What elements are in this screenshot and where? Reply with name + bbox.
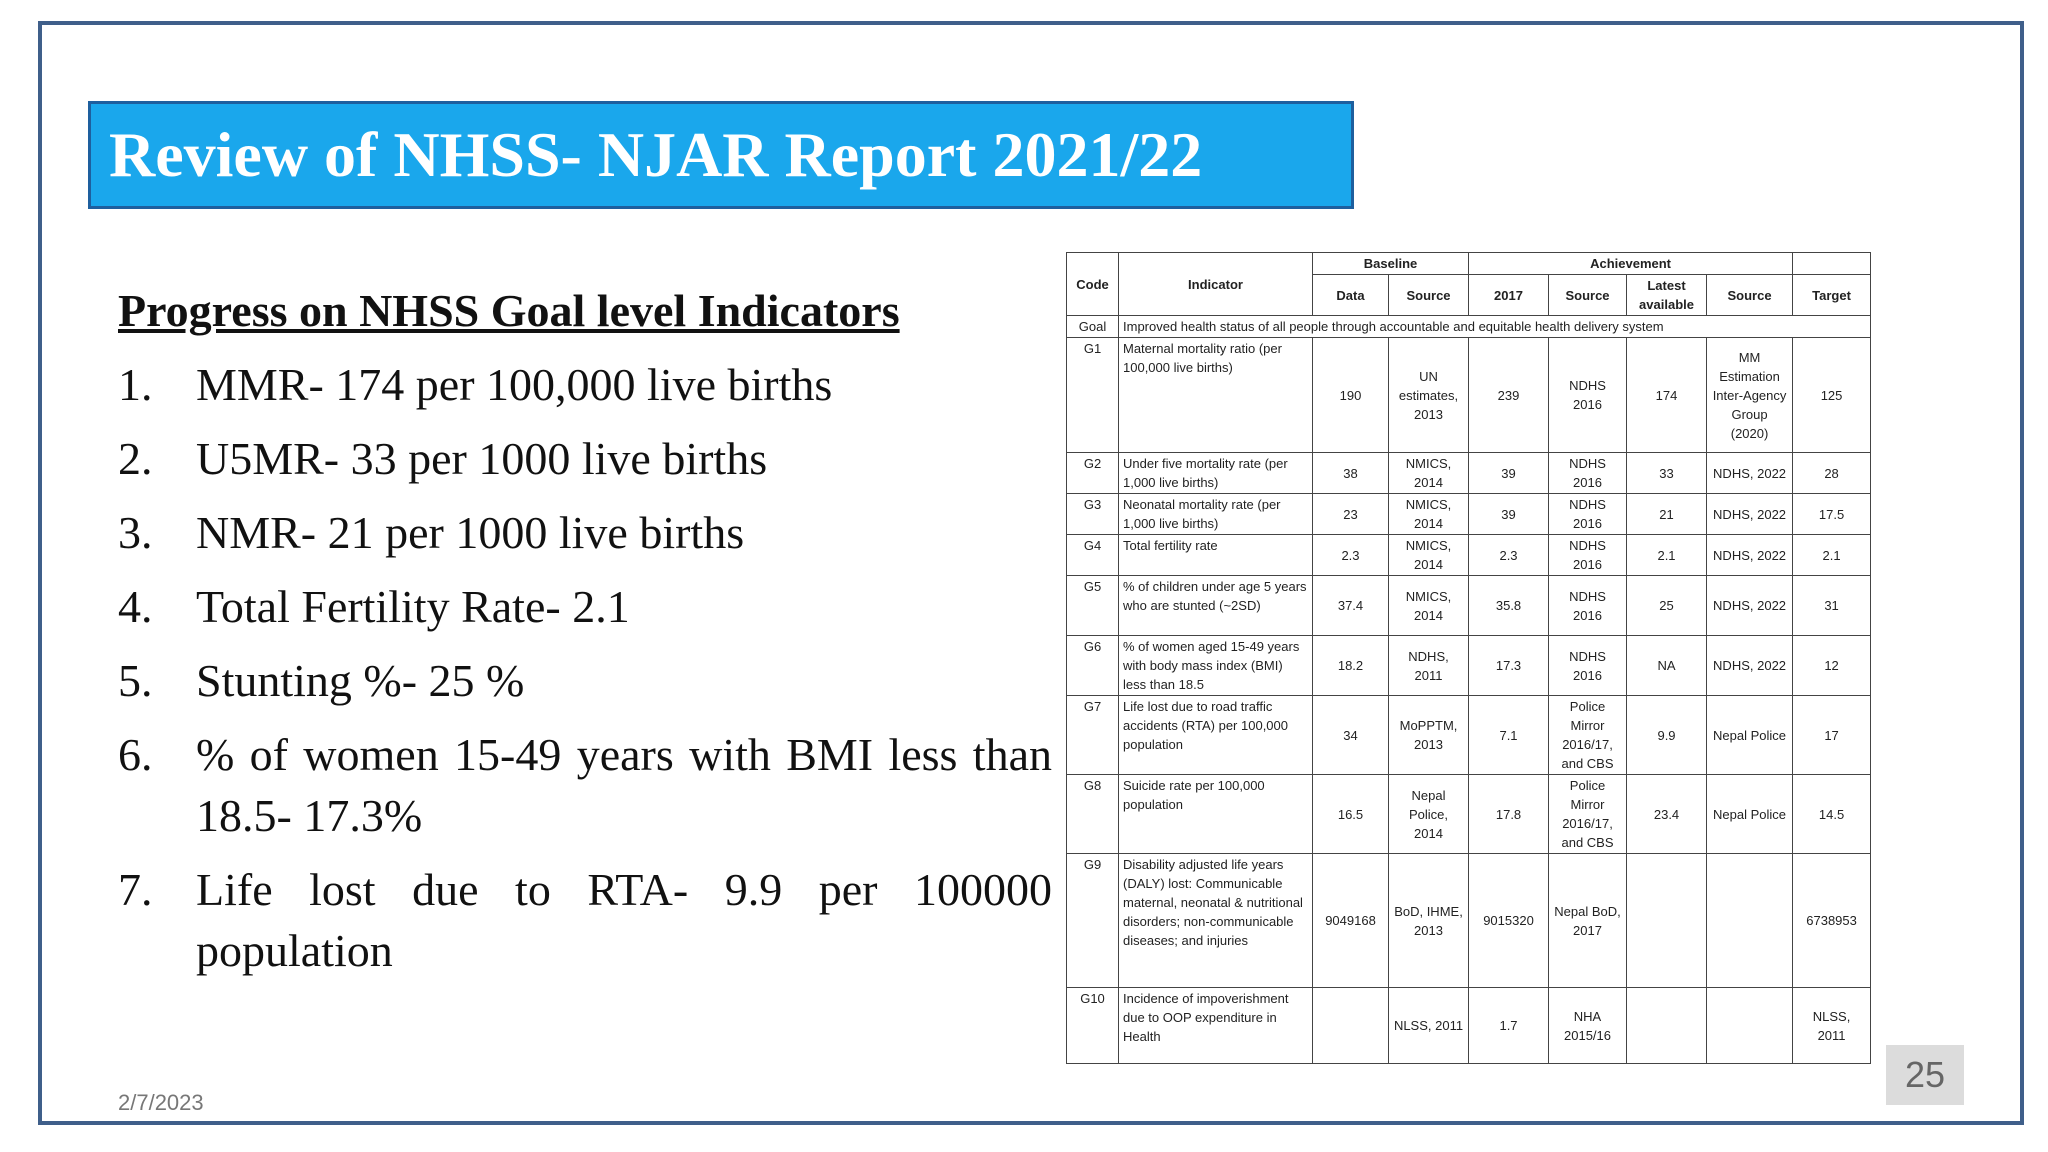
cell-source: BoD, IHME, 2013 — [1389, 854, 1469, 988]
cell-source2: NDHS 2016 — [1549, 636, 1627, 696]
cell-y2017: 35.8 — [1469, 576, 1549, 636]
cell-indicator: Suicide rate per 100,000 population — [1119, 775, 1313, 854]
header-target: Target — [1793, 275, 1871, 316]
table-row — [1067, 696, 1871, 775]
table-row — [1067, 636, 1871, 696]
cell-data: 2.3 — [1313, 535, 1389, 576]
cell-y2017: 39 — [1469, 453, 1549, 494]
list-text: % of women 15-49 years with BMI less than 18.5- 17.3% — [196, 729, 1052, 841]
cell-indicator: Incidence of impoverishment due to OOP expenditure in Health — [1119, 988, 1313, 1064]
cell-target: 28 — [1793, 453, 1871, 494]
header-source-latest: Source — [1707, 275, 1793, 316]
indicator-list — [118, 354, 1052, 994]
cell-indicator: % of women aged 15-49 years with body mass index (BMI) less than 18.5 — [1119, 636, 1313, 696]
list-text: U5MR- 33 per 1000 live births — [196, 433, 768, 484]
cell-target: 6738953 — [1793, 854, 1871, 988]
cell-source3: NDHS, 2022 — [1707, 535, 1793, 576]
cell-indicator: Neonatal mortality rate (per 1,000 live births) — [1119, 494, 1313, 535]
list-text: Total Fertility Rate- 2.1 — [196, 581, 630, 632]
cell-latest: NA — [1627, 636, 1707, 696]
cell-data: 38 — [1313, 453, 1389, 494]
slide-date: 2/7/2023 — [118, 1090, 204, 1115]
cell-y2017: 17.8 — [1469, 775, 1549, 854]
header-latest: Latest available — [1627, 275, 1707, 316]
list-item — [118, 428, 1052, 489]
cell-source2: NHA 2015/16 — [1549, 988, 1627, 1064]
cell-latest: 25 — [1627, 576, 1707, 636]
cell-source: NMICS, 2014 — [1389, 453, 1469, 494]
cell-source3: NDHS, 2022 — [1707, 576, 1793, 636]
cell-target: 14.5 — [1793, 775, 1871, 854]
cell-target: 2.1 — [1793, 535, 1871, 576]
list-number: 4. — [118, 581, 153, 632]
cell-source2: NDHS 2016 — [1549, 494, 1627, 535]
cell-source2: NDHS 2016 — [1549, 338, 1627, 453]
cell-data: 18.2 — [1313, 636, 1389, 696]
cell-data: 34 — [1313, 696, 1389, 775]
cell-target: 17 — [1793, 696, 1871, 775]
cell-code: G10 — [1067, 988, 1119, 1064]
cell-indicator: Disability adjusted life years (DALY) lost: Communicable maternal, neonatal & nutritional disorders; non-communicable diseases; and injuries — [1119, 854, 1313, 988]
list-text: NMR- 21 per 1000 live births — [196, 507, 745, 558]
cell-source3 — [1707, 988, 1793, 1064]
cell-latest — [1627, 988, 1707, 1064]
cell-source2: NDHS 2016 — [1549, 453, 1627, 494]
cell-target: NLSS, 2011 — [1793, 988, 1871, 1064]
cell-y2017: 7.1 — [1469, 696, 1549, 775]
cell-indicator: Life lost due to road traffic accidents (RTA) per 100,000 population — [1119, 696, 1313, 775]
cell-source: Nepal Police, 2014 — [1389, 775, 1469, 854]
list-number: 5. — [118, 655, 153, 706]
slide-title — [88, 101, 1354, 209]
goal-text: Improved health status of all people through accountable and equitable health delivery system — [1119, 316, 1871, 338]
header-data: Data — [1313, 275, 1389, 316]
list-number: 7. — [118, 864, 153, 915]
list-text: Life lost due to RTA- 9.9 per 100000 population — [196, 864, 1052, 976]
list-number: 6. — [118, 729, 153, 780]
cell-target: 12 — [1793, 636, 1871, 696]
cell-source3: Nepal Police — [1707, 775, 1793, 854]
cell-code: G8 — [1067, 775, 1119, 854]
list-number: 1. — [118, 359, 153, 410]
cell-source2: NDHS 2016 — [1549, 535, 1627, 576]
cell-latest: 21 — [1627, 494, 1707, 535]
table-row — [1067, 338, 1871, 453]
cell-y2017: 9015320 — [1469, 854, 1549, 988]
cell-source: NLSS, 2011 — [1389, 988, 1469, 1064]
cell-source: NDHS, 2011 — [1389, 636, 1469, 696]
goal-label: Goal — [1067, 316, 1119, 338]
cell-data: 9049168 — [1313, 854, 1389, 988]
cell-code: G2 — [1067, 453, 1119, 494]
cell-indicator: % of children under age 5 years who are stunted (~2SD) — [1119, 576, 1313, 636]
cell-latest: 9.9 — [1627, 696, 1707, 775]
cell-code: G3 — [1067, 494, 1119, 535]
cell-source3: NDHS, 2022 — [1707, 494, 1793, 535]
cell-data: 23 — [1313, 494, 1389, 535]
cell-code: G6 — [1067, 636, 1119, 696]
cell-target: 31 — [1793, 576, 1871, 636]
cell-source3 — [1707, 854, 1793, 988]
cell-indicator: Total fertility rate — [1119, 535, 1313, 576]
cell-data: 37.4 — [1313, 576, 1389, 636]
cell-code: G4 — [1067, 535, 1119, 576]
cell-indicator: Maternal mortality ratio (per 100,000 live births) — [1119, 338, 1313, 453]
list-item — [118, 354, 1052, 415]
cell-source3: NDHS, 2022 — [1707, 453, 1793, 494]
cell-code: G7 — [1067, 696, 1119, 775]
cell-y2017: 2.3 — [1469, 535, 1549, 576]
goal-row — [1067, 316, 1871, 338]
list-item — [118, 576, 1052, 637]
section-subtitle: Progress on NHSS Goal level Indicators — [118, 285, 900, 336]
cell-latest: 33 — [1627, 453, 1707, 494]
page-number: 25 — [1886, 1045, 1964, 1105]
cell-source3: Nepal Police — [1707, 696, 1793, 775]
header-source-2017: Source — [1549, 275, 1627, 316]
table-body — [1067, 316, 1871, 1064]
list-item — [118, 724, 1052, 846]
cell-target: 125 — [1793, 338, 1871, 453]
header-achievement: Achievement — [1469, 253, 1793, 275]
table-row — [1067, 535, 1871, 576]
list-text: Stunting %- 25 % — [196, 655, 525, 706]
cell-y2017: 239 — [1469, 338, 1549, 453]
list-number: 2. — [118, 433, 153, 484]
cell-y2017: 1.7 — [1469, 988, 1549, 1064]
table-row — [1067, 854, 1871, 988]
cell-data: 16.5 — [1313, 775, 1389, 854]
cell-target: 17.5 — [1793, 494, 1871, 535]
table-row — [1067, 453, 1871, 494]
cell-source3: NDHS, 2022 — [1707, 636, 1793, 696]
cell-source: NMICS, 2014 — [1389, 535, 1469, 576]
cell-source2: Nepal BoD, 2017 — [1549, 854, 1627, 988]
cell-y2017: 39 — [1469, 494, 1549, 535]
list-text: MMR- 174 per 100,000 live births — [196, 359, 833, 410]
indicator-table-image — [1066, 252, 1870, 1046]
cell-source2: Police Mirror 2016/17, and CBS — [1549, 775, 1627, 854]
cell-latest: 23.4 — [1627, 775, 1707, 854]
cell-latest: 2.1 — [1627, 535, 1707, 576]
header-baseline: Baseline — [1313, 253, 1469, 275]
list-item — [118, 859, 1052, 981]
cell-source2: Police Mirror 2016/17, and CBS — [1549, 696, 1627, 775]
header-2017: 2017 — [1469, 275, 1549, 316]
cell-code: G5 — [1067, 576, 1119, 636]
cell-source: MoPPTM, 2013 — [1389, 696, 1469, 775]
table-row — [1067, 494, 1871, 535]
cell-code: G9 — [1067, 854, 1119, 988]
cell-latest — [1627, 854, 1707, 988]
list-item — [118, 502, 1052, 563]
table-row — [1067, 988, 1871, 1064]
indicator-table — [1066, 252, 1871, 1064]
cell-source: NMICS, 2014 — [1389, 494, 1469, 535]
header-source: Source — [1389, 275, 1469, 316]
cell-y2017: 17.3 — [1469, 636, 1549, 696]
header-blank — [1793, 253, 1871, 275]
cell-data: 190 — [1313, 338, 1389, 453]
cell-source: NMICS, 2014 — [1389, 576, 1469, 636]
cell-data — [1313, 988, 1389, 1064]
cell-indicator: Under five mortality rate (per 1,000 live births) — [1119, 453, 1313, 494]
slide-title-text: Review of NHSS- NJAR Report 2021/22 — [109, 119, 1203, 190]
table-row — [1067, 576, 1871, 636]
header-code: Code — [1067, 253, 1119, 316]
cell-source2: NDHS 2016 — [1549, 576, 1627, 636]
table-row — [1067, 775, 1871, 854]
cell-source3: MM Estimation Inter-Agency Group (2020) — [1707, 338, 1793, 453]
list-number: 3. — [118, 507, 153, 558]
cell-latest: 174 — [1627, 338, 1707, 453]
cell-code: G1 — [1067, 338, 1119, 453]
cell-source: UN estimates, 2013 — [1389, 338, 1469, 453]
header-indicator: Indicator — [1119, 253, 1313, 316]
list-item — [118, 650, 1052, 711]
